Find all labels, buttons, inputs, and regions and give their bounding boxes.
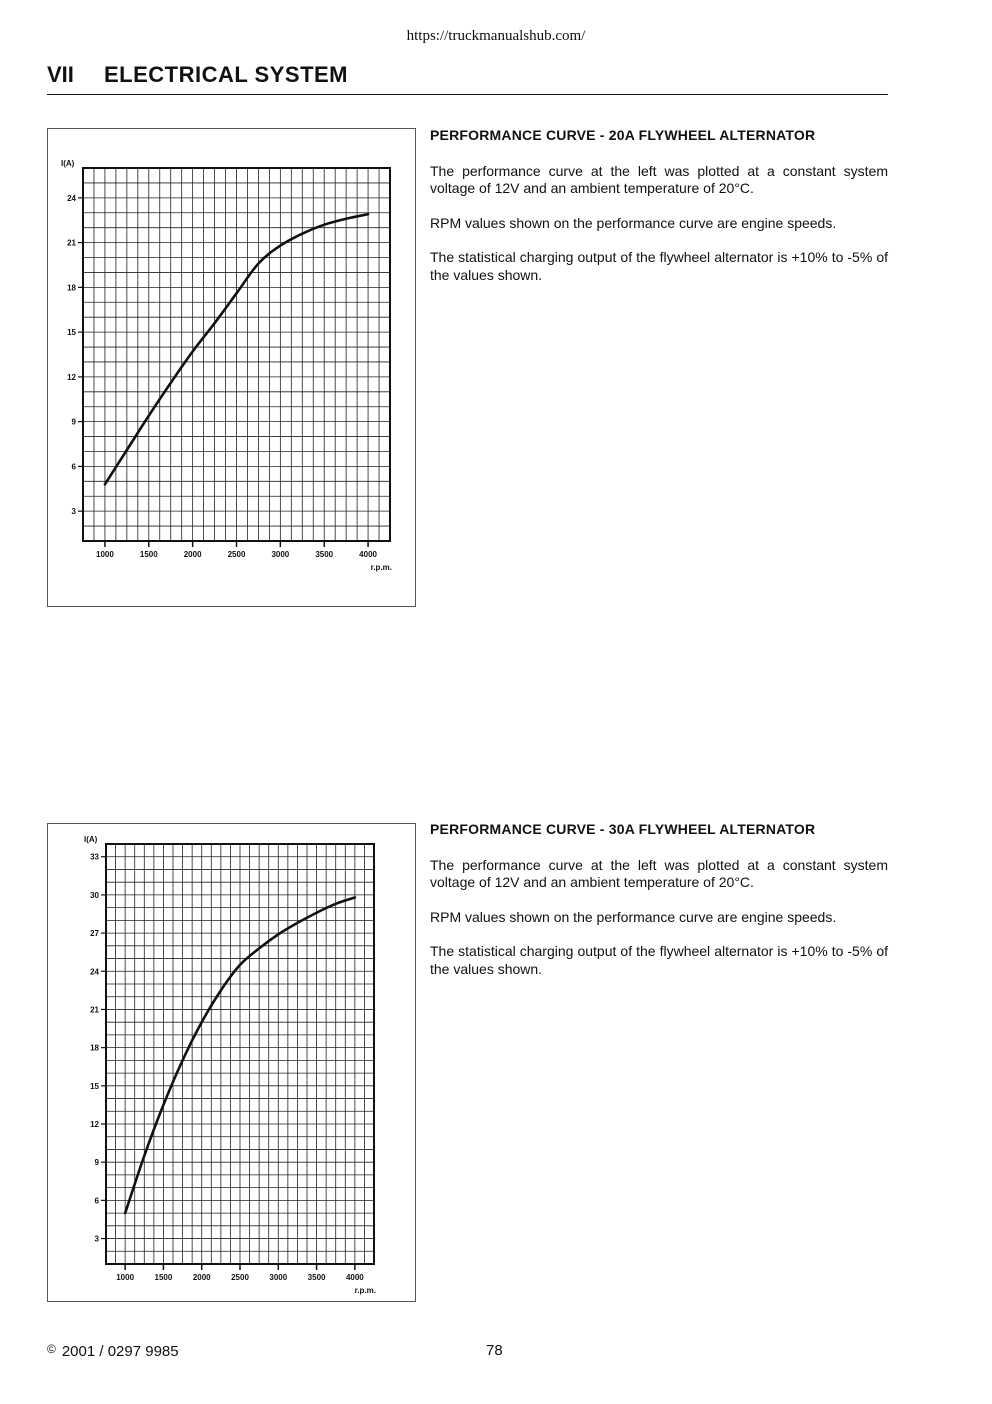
y-tick-label: 27 (90, 929, 99, 939)
y-tick-label: 15 (90, 1081, 99, 1091)
copyright-symbol: © (47, 1342, 56, 1356)
section-heading-20a: PERFORMANCE CURVE - 20A FLYWHEEL ALTERNATOR (430, 127, 816, 143)
text-block-20a (430, 127, 888, 301)
x-tick-label: 3500 (315, 550, 334, 559)
y-tick-label: 12 (90, 1120, 99, 1129)
x-axis-label: r.p.m. (370, 563, 392, 572)
doc-number: 2001 / 0297 9985 (61, 1343, 179, 1360)
y-axis-label: I(A) (61, 159, 75, 168)
y-tick-label: 24 (67, 193, 76, 203)
section-title: ELECTRICAL SYSTEM (104, 62, 349, 87)
x-tick-label: 3500 (307, 1273, 326, 1282)
x-tick-label: 3000 (269, 1273, 288, 1282)
y-tick-label: 12 (67, 372, 76, 382)
paragraph-tolerance-30a: The statistical charging output of the flywheel alternator is +10% to -5% of the values shown. (430, 943, 888, 977)
page-number: 78 (486, 1342, 503, 1359)
x-tick-label: 2000 (183, 550, 202, 559)
x-axis-label: r.p.m. (354, 1286, 376, 1295)
x-tick-label: 2500 (231, 1273, 249, 1282)
y-tick-label: 21 (67, 238, 76, 248)
x-tick-label: 1000 (96, 550, 114, 559)
paragraph-rpm-20a: RPM values shown on the performance curve are engine speeds. (430, 214, 837, 231)
performance-chart-30a (47, 823, 416, 1302)
performance-chart-20a (47, 128, 416, 607)
x-tick-label: 2000 (192, 1273, 211, 1282)
y-tick-label: 30 (90, 890, 99, 900)
x-tick-label: 2500 (227, 550, 246, 559)
y-tick-label: 18 (90, 1043, 99, 1053)
y-axis-label: I(A) (84, 835, 98, 844)
x-tick-label: 3000 (271, 550, 290, 559)
paragraph-conditions-20a: The performance curve at the left was plotted at a constant system voltage of 12V and an ambient temperature of 20°C. (430, 162, 888, 196)
x-tick-label: 1500 (154, 1273, 173, 1282)
text-block-30a (430, 821, 888, 995)
x-tick-label: 1000 (116, 1273, 135, 1282)
y-tick-label: 24 (90, 967, 99, 977)
y-tick-label: 9 (94, 1158, 99, 1168)
x-tick-label: 1500 (139, 550, 158, 559)
y-tick-label: 3 (94, 1234, 99, 1244)
section-heading-30a: PERFORMANCE CURVE - 30A FLYWHEEL ALTERNATOR (430, 821, 816, 837)
paragraph-tolerance-20a: The statistical charging output of the flywheel alternator is +10% to -5% of the values shown. (430, 249, 888, 283)
y-tick-label: 9 (71, 417, 76, 427)
y-tick-label: 18 (67, 283, 76, 293)
y-tick-label: 33 (90, 852, 99, 862)
section-header (47, 60, 888, 95)
chart-30a-svg (48, 824, 415, 1301)
section-number: VII (47, 62, 74, 87)
paragraph-rpm-30a: RPM values shown on the performance curve are engine speeds. (430, 908, 837, 925)
y-tick-label: 15 (67, 328, 76, 338)
y-tick-label: 3 (71, 507, 76, 517)
y-tick-label: 21 (90, 1005, 99, 1015)
y-tick-label: 6 (94, 1196, 99, 1206)
source-url[interactable]: https://truckmanualshub.com/ (406, 28, 586, 44)
footer-doc-info (47, 1342, 179, 1360)
y-tick-label: 6 (71, 462, 76, 472)
x-tick-label: 4000 (345, 1273, 364, 1282)
chart-20a-svg (48, 129, 415, 606)
x-tick-label: 4000 (359, 550, 377, 559)
paragraph-conditions-30a: The performance curve at the left was plotted at a constant system voltage of 12V and an ambient temperature of 20°C. (430, 856, 888, 890)
